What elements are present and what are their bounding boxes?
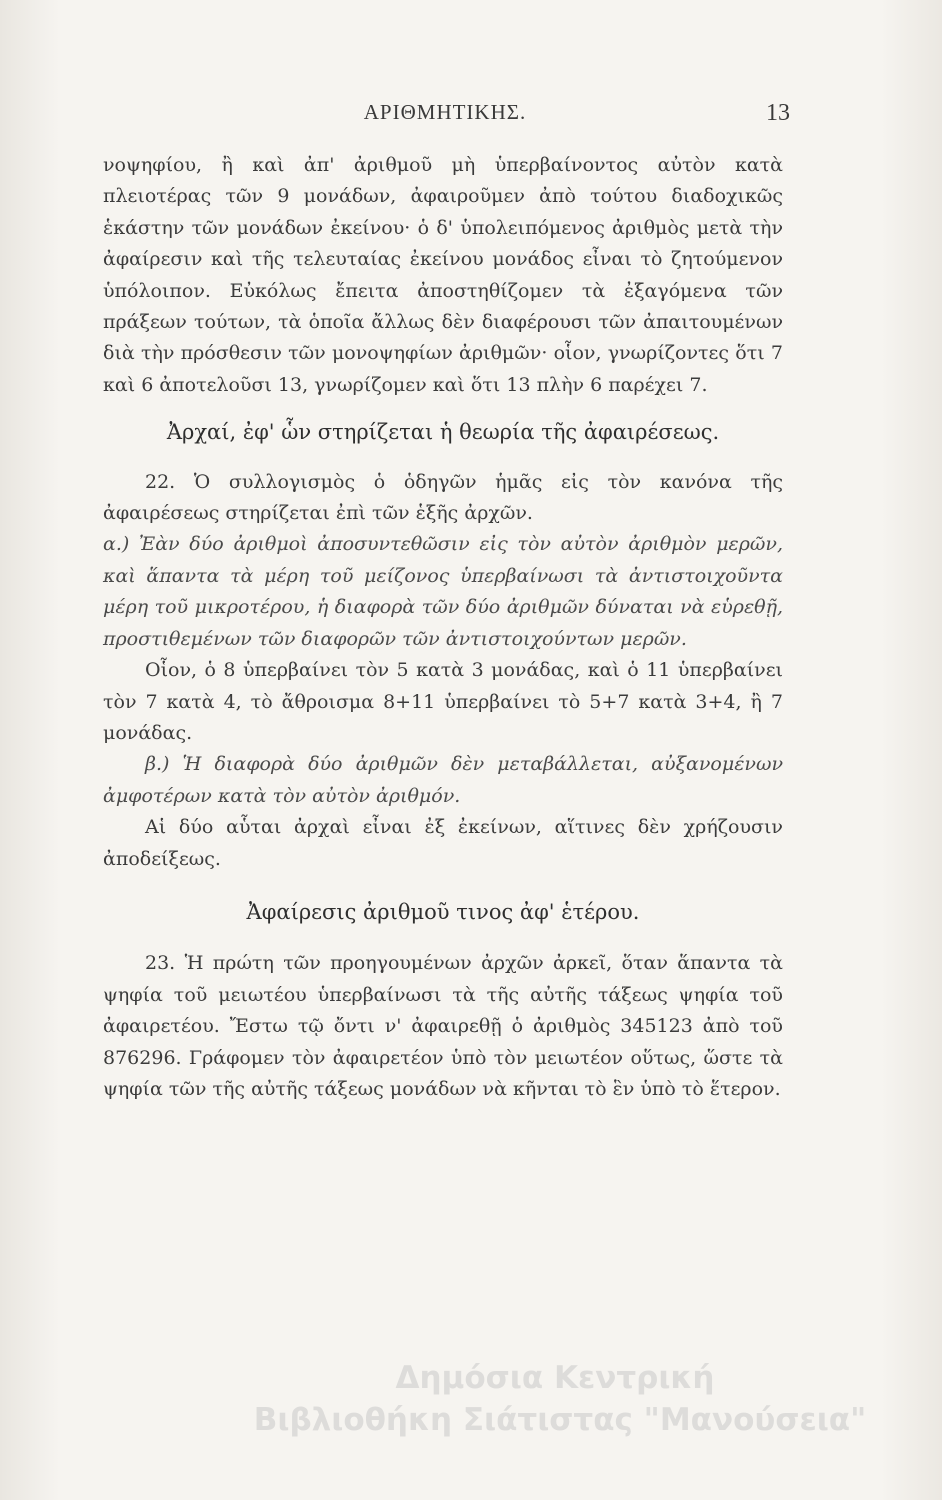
page-number: 13: [766, 100, 790, 126]
section-heading: Ἀρχαί, ἐφ' ὧν στηρίζεται ἡ θεωρία τῆς ἀφαιρέσεως.: [166, 420, 720, 445]
section-heading-subtraction: Ἀφαίρεσις ἀριθμοῦ τινος ἀφ' ἑτέρου.: [246, 899, 640, 924]
page-header: [100, 100, 790, 136]
page-body: [103, 150, 783, 1105]
paragraph-continuation: νοψηφίου, ἢ καὶ ἀπ' ἀριθμοῦ μὴ ὑπερβαίνοντος αὐτὸν κατὰ πλειοτέρας τῶν 9 μονάδων, ἀφαιροῦμεν ἀπὸ τούτου διαδοχικῶς ἑκάστην τῶν μονάδων ἐκείνου· ὁ δ' ὑπολειπόμενος ἀριθμὸς μετὰ τὴν ἀφαίρεσιν καὶ τῆς τελευταίας ἐκείνου μονάδος εἶναι τὸ ζητούμενον ὑπόλοιπον. Εὐκόλως ἔπειτα ἀποστηθίζομεν τὰ ἐξαγόμενα τῶν πράξεων τούτων, τὰ ὁποῖα ἄλλως δὲν διαφέρουσι τῶν ἀπαιτουμένων διὰ τὴν πρόσθεσιν τῶν μονοψηφίων ἀριθμῶν· οἷον, γνωρίζοντες ὅτι 7 καὶ 6 ἀποτελοῦσι 13, γνωρίζομεν καὶ ὅτι 13 πλὴν 6 παρέχει 7.: [103, 154, 783, 396]
rule-a: α.) Ἐὰν δύο ἀριθμοὶ ἀποσυντεθῶσιν εἰς τὸν αὐτὸν ἀριθμὸν μερῶν, καὶ ἅπαντα τὰ μέρη τοῦ μείζονος ὑπερβαίνωσι τὰ ἀντιστοιχοῦντα μέρη τοῦ μικροτέρου, ἡ διαφορὰ τῶν δύο ἀριθμῶν δύναται νὰ εὑρεθῇ, προστιθεμένων τῶν διαφορῶν τῶν ἀντιστοιχούντων μερῶν.: [103, 533, 783, 650]
running-title: ΑΡΙΘΜΗΤΙΚΗΣ.: [363, 100, 527, 124]
axioms-note: Αἱ δύο αὗται ἀρχαὶ εἶναι ἐξ ἐκείνων, αἵτινες δὲν χρήζουσιν ἀποδείξεως.: [103, 816, 783, 870]
library-watermark-line1: Δημόσια Κεντρική: [395, 1360, 715, 1396]
example-paragraph: Οἷον, ὁ 8 ὑπερβαίνει τὸν 5 κατὰ 3 μονάδας, καὶ ὁ 11 ὑπερβαίνει τὸν 7 κατὰ 4, τὸ ἄθροισμα 8+11 ὑπερβαίνει τὸ 5+7 κατὰ 3+4, ἢ 7 μονάδας.: [103, 659, 783, 744]
rule-b: β.) Ἡ διαφορὰ δύο ἀριθμῶν δὲν μεταβάλλεται, αὐξανομένων ἀμφοτέρων κατὰ τὸν αὐτὸν ἀριθμόν.: [103, 753, 783, 807]
paragraph-23: 23. Ἡ πρώτη τῶν προηγουμένων ἀρχῶν ἀρκεῖ, ὅταν ἅπαντα τὰ ψηφία τοῦ μειωτέου ὑπερβαίνωσι τὰ τῆς αὐτῆς τάξεως ψηφία τοῦ ἀφαιρετέου. Ἔστω τῷ ὄντι ν' ἀφαιρεθῇ ὁ ἀριθμὸς 345123 ἀπὸ τοῦ 876296. Γράφομεν τὸν ἀφαιρετέον ὑπὸ τὸν μειωτέον οὕτως, ὥστε τὰ ψηφία τῶν τῆς αὐτῆς τάξεως μονάδων νὰ κῆνται τὸ ἓν ὑπὸ τὸ ἕτερον.: [103, 952, 783, 1100]
library-watermark-line2: Βιβλιοθήκη Σιάτιστας "Μανούσεια": [253, 1402, 867, 1438]
paragraph-22: 22. Ὁ συλλογισμὸς ὁ ὁδηγῶν ἡμᾶς εἰς τὸν κανόνα τῆς ἀφαιρέσεως στηρίζεται ἐπὶ τῶν ἑξῆς ἀρχῶν.: [103, 470, 783, 525]
